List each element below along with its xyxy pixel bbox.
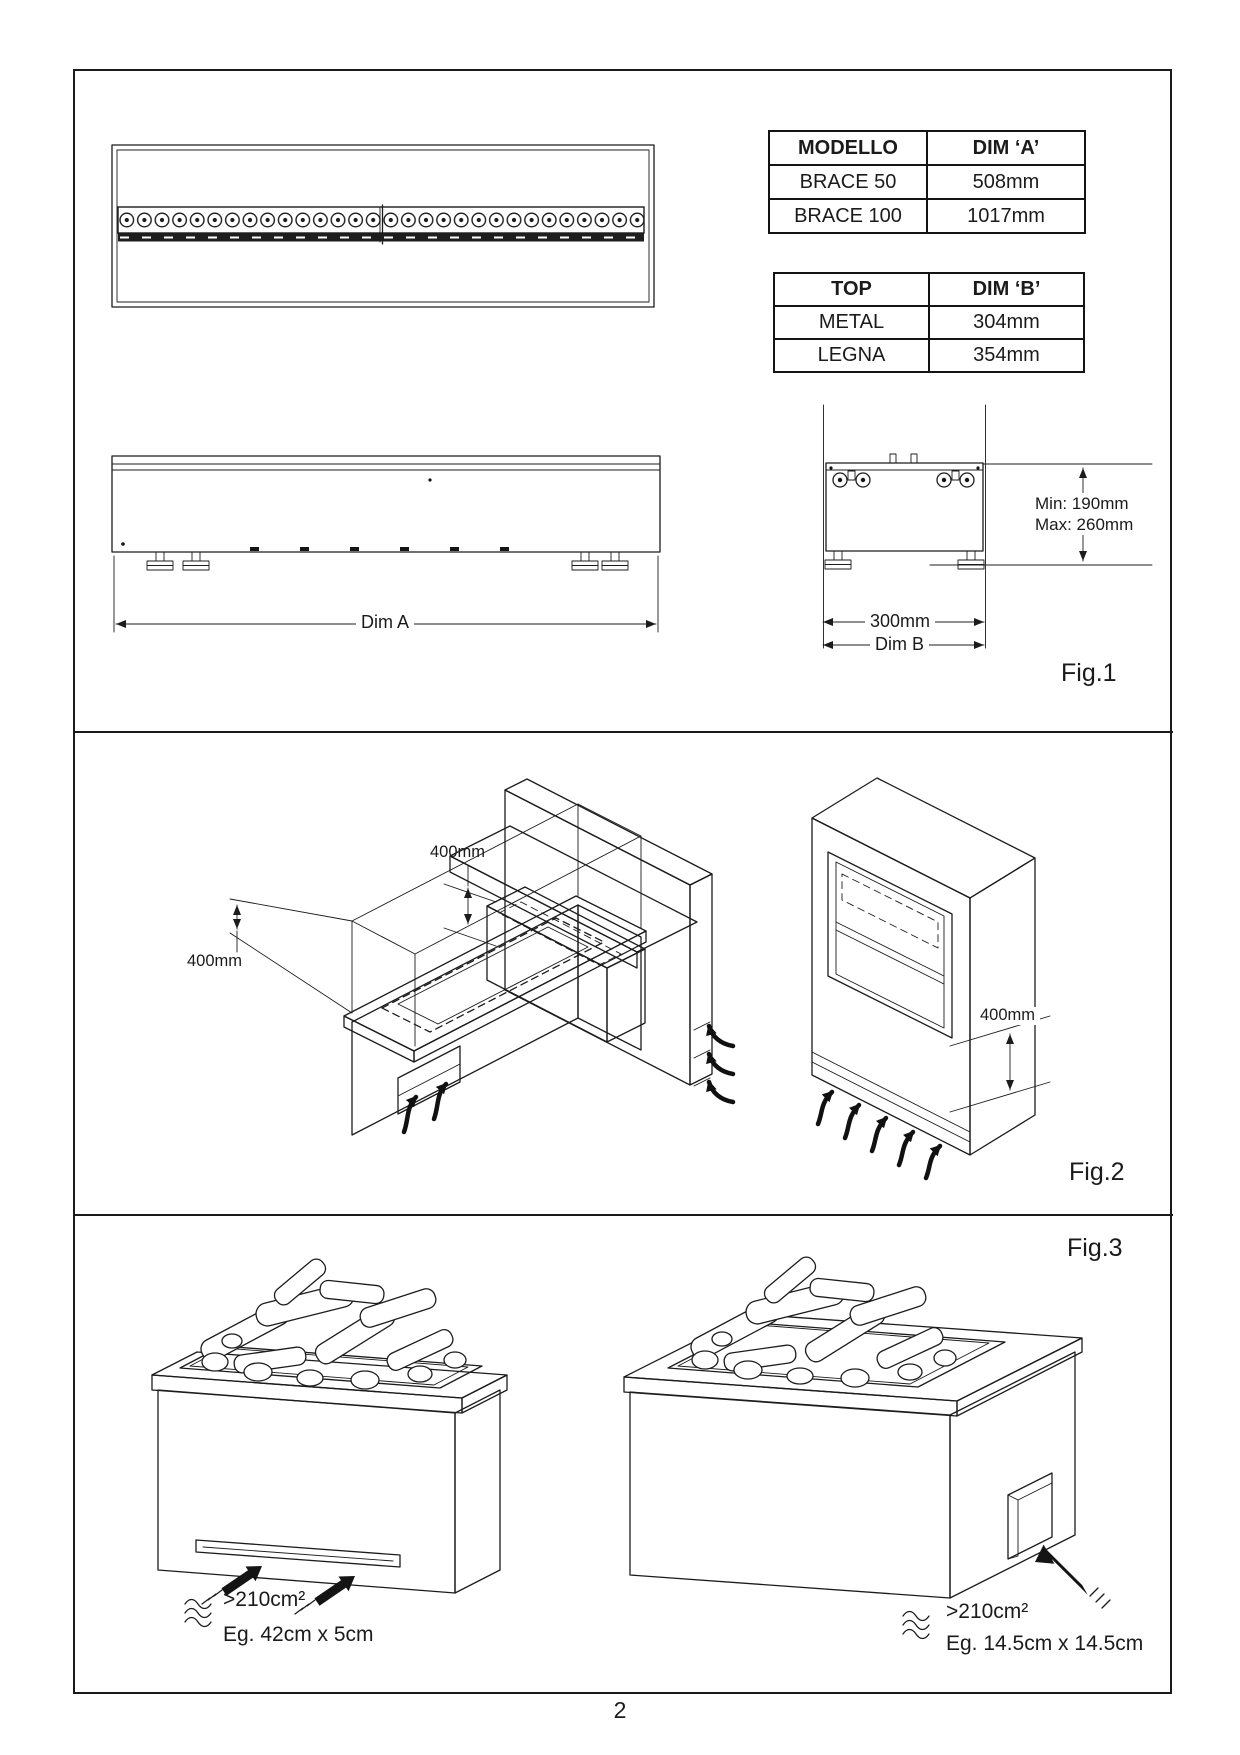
fig2-shelf-unit bbox=[444, 779, 733, 1102]
fireplace-front-view bbox=[112, 145, 654, 307]
fig3-label: Fig.3 bbox=[1067, 1234, 1123, 1262]
fig2-label: Fig.2 bbox=[1069, 1158, 1125, 1186]
clearance-label-freestanding: 400mm bbox=[187, 952, 243, 970]
side-vent-example-label: Eg. 14.5cm x 14.5cm bbox=[946, 1632, 1144, 1655]
top-table-header-dim-b: DIM ‘B’ bbox=[929, 273, 1084, 306]
top-table-header-top: TOP bbox=[774, 273, 929, 306]
model-cell: BRACE 100 bbox=[769, 199, 927, 233]
air-intake-arrows bbox=[709, 1026, 733, 1102]
table-row bbox=[769, 165, 1085, 199]
dim-cell: 304mm bbox=[929, 306, 1084, 339]
depth-dimension-label: 300mm bbox=[865, 612, 935, 631]
top-cell: LEGNA bbox=[774, 339, 929, 372]
dim-cell: 354mm bbox=[929, 339, 1084, 372]
model-table-header-modello: MODELLO bbox=[769, 131, 927, 165]
fireplace-front-view-feet bbox=[112, 456, 660, 570]
dim-a-label: Dim A bbox=[356, 613, 414, 632]
height-clearance-labels bbox=[1030, 493, 1138, 535]
min-clearance-label: Min: 190mm bbox=[1035, 494, 1129, 513]
model-table-header-dim-a: DIM ‘A’ bbox=[927, 131, 1085, 165]
airflow-icon bbox=[185, 1600, 211, 1627]
clearance-label-shelf: 400mm bbox=[430, 843, 486, 861]
table-row bbox=[774, 339, 1084, 372]
fig1-label: Fig.1 bbox=[1061, 659, 1117, 687]
fig3-left-firetable bbox=[152, 1256, 507, 1627]
max-clearance-label: Max: 260mm bbox=[1035, 515, 1134, 534]
top-cell: METAL bbox=[774, 306, 929, 339]
floor-vent-area-label: >210cm² bbox=[223, 1588, 306, 1611]
floor-vent-example-label: Eg. 42cm x 5cm bbox=[223, 1623, 374, 1646]
model-table bbox=[768, 130, 1086, 234]
top-table bbox=[773, 272, 1085, 373]
log-pile bbox=[197, 1256, 466, 1389]
airflow-icon bbox=[903, 1612, 929, 1639]
dim-cell: 508mm bbox=[927, 165, 1085, 199]
air-intake-arrows bbox=[1035, 1545, 1110, 1608]
side-vent-area-label: >210cm² bbox=[946, 1600, 1029, 1623]
page-number: 2 bbox=[613, 1697, 627, 1723]
log-pile bbox=[687, 1254, 956, 1387]
table-row bbox=[769, 199, 1085, 233]
clearance-label-cabinet: 400mm bbox=[975, 1007, 1040, 1025]
air-intake-arrows bbox=[818, 1092, 940, 1178]
fig2-cabinet-unit bbox=[812, 778, 1050, 1178]
dim-b-label: Dim B bbox=[870, 635, 929, 654]
air-intake-arrows bbox=[404, 1084, 446, 1132]
model-cell: BRACE 50 bbox=[769, 165, 927, 199]
fig3-right-firetable bbox=[624, 1254, 1110, 1639]
dim-cell: 1017mm bbox=[927, 199, 1085, 233]
table-row bbox=[774, 306, 1084, 339]
